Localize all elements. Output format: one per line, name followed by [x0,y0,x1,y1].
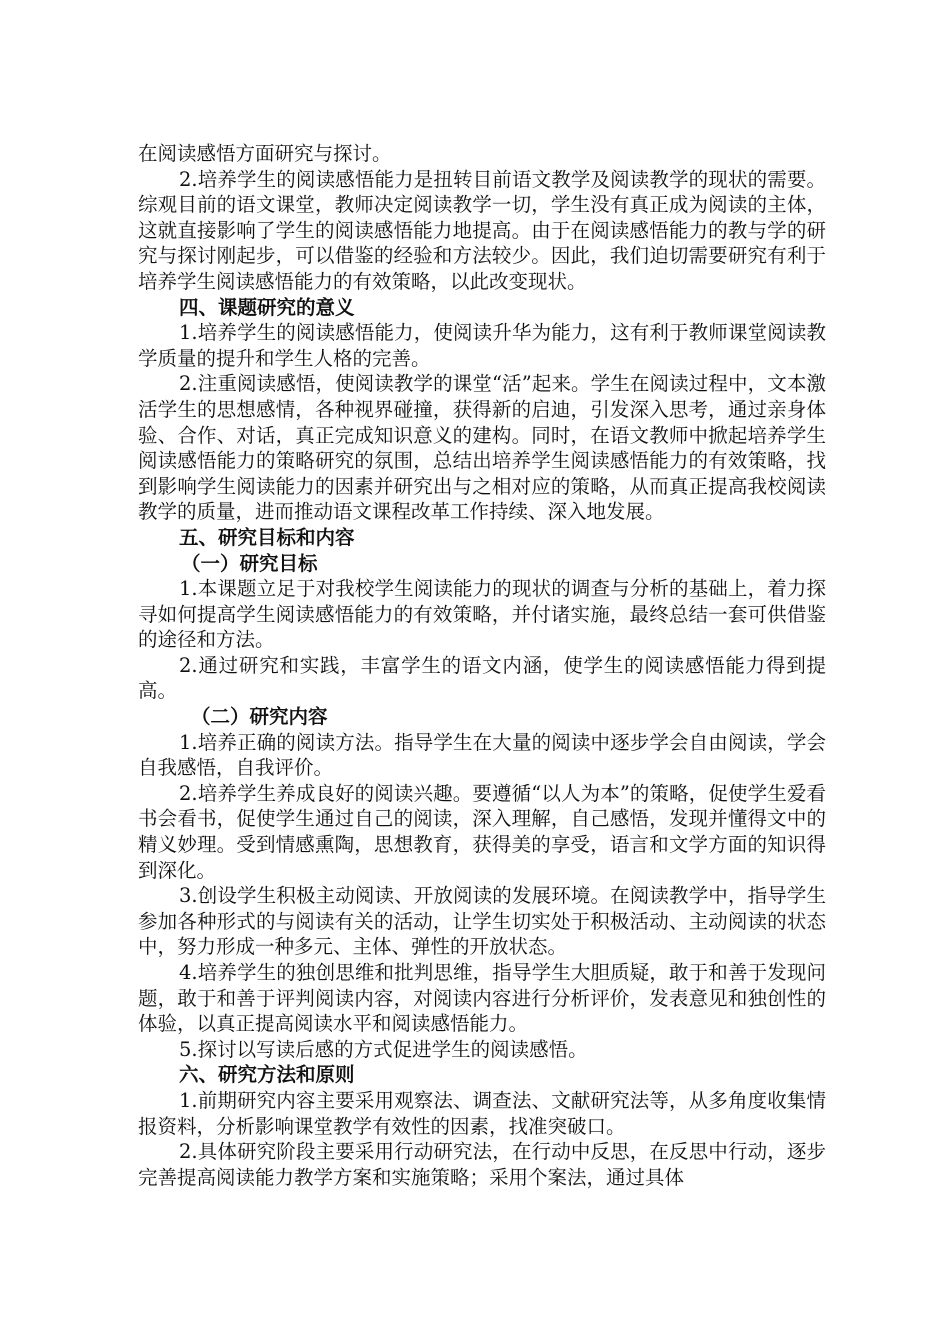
paragraph: 2.具体研究阶段主要采用行动研究法，在行动中反思，在反思中行动，逐步完善提高阅读能力教学方案和实施策略；采用个案法，通过具体 [138,1140,826,1189]
section-heading: 六、研究方法和原则 [179,1063,355,1087]
paragraph: 1.培养学生的阅读感悟能力，使阅读升华为能力，这有利于教师课堂阅读教学质量的提升和学生人格的完善。 [138,321,826,370]
paragraph: 5.探讨以写读后感的方式促进学生的阅读感悟。 [179,1037,588,1061]
paragraph: 2.通过研究和实践，丰富学生的语文内涵，使学生的阅读感悟能力得到提高。 [138,653,826,703]
paragraph: 1.前期研究内容主要采用观察法、调查法、文献研究法等，从多角度收集情报资料，分析影响课堂教学有效性的因素，找准突破口。 [138,1088,826,1138]
paragraph-continuation: 在阅读感悟方面研究与探讨。 [138,142,392,165]
subsection-heading: （一）研究目标 [181,551,318,575]
section-heading: 五、研究目标和内容 [179,525,355,549]
section-heading: 四、课题研究的意义 [179,295,355,319]
paragraph: 2.培养学生的阅读感悟能力是扭转目前语文教学及阅读教学的现状的需要。综观目前的语文课堂，教师决定阅读教学一切，学生没有真正成为阅读的主体，这就直接影响了学生的阅读感悟能力地提高。由于在阅读感悟能力的教与学的研究与探讨刚起步，可以借鉴的经验和方法较少。因此，我们迫切需要研究有利于培养学生阅读感悟能力的有效策略，以此改变现状。 [138,167,826,293]
document-page [138,141,826,1190]
subsection-heading: （二）研究内容 [191,705,328,729]
paragraph: 3.创设学生积极主动阅读、开放阅读的发展环境。在阅读教学中，指导学生参加各种形式的与阅读有关的活动，让学生切实处于积极活动、主动阅读的状态中，努力形成一种多元、主体、弹性的开放状态。 [138,884,826,959]
paragraph: 1.培养正确的阅读方法。指导学生在大量的阅读中逐步学会自由阅读，学会自我感悟，自我评价。 [138,730,826,780]
paragraph: 4.培养学生的独创思维和批判思维，指导学生大胆质疑，敢于和善于发现问题，敢于和善于评判阅读内容，对阅读内容进行分析评价，发表意见和独创性的体验，以真正提高阅读水平和阅读感悟能力。 [138,961,826,1036]
paragraph: 2.培养学生养成良好的阅读兴趣。要遵循“以人为本”的策略，促使学生爱看书会看书，促使学生通过自己的阅读，深入理解，自己感悟，发现并懂得文中的精义妙理。受到情感熏陶，思想教育，获得美的享受，语言和文学方面的知识得到深化。 [138,781,826,882]
paragraph: 1.本课题立足于对我校学生阅读能力的现状的调查与分析的基础上，着力探寻如何提高学生阅读感悟能力的有效策略，并付诸实施，最终总结一套可供借鉴的途径和方法。 [138,577,826,652]
paragraph: 2.注重阅读感悟，使阅读教学的课堂“活”起来。学生在阅读过程中，文本激活学生的思想感情，各种视界碰撞，获得新的启迪，引发深入思考，通过亲身体验、合作、对话，真正完成知识意义的建构。同时，在语文教师中掀起培养学生阅读感悟能力的策略研究的氛围，总结出培养学生阅读感悟能力的有效策略，找到影响学生阅读能力的因素并研究出与之相对应的策略，从而真正提高我校阅读教学的质量，进而推动语文课程改革工作持续、深入地发展。 [138,372,826,524]
